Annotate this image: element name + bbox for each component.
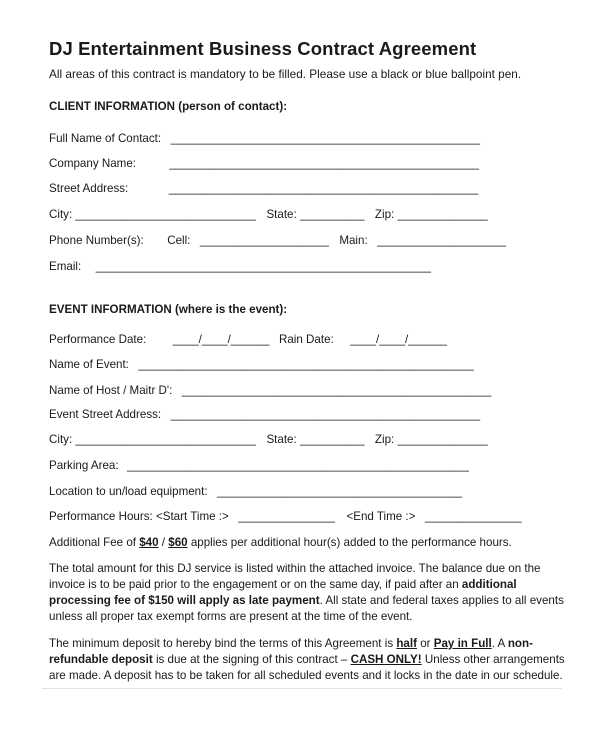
event-zip-field[interactable]: ______________ [397, 433, 488, 446]
event-city-label: City: [49, 433, 73, 446]
start-time-field[interactable]: _______________ [238, 510, 335, 523]
full-name-field[interactable]: ________________________________________________ [170, 132, 481, 145]
performance-hours-row [49, 510, 522, 523]
full-name-row [49, 132, 480, 145]
parking-label: Parking Area: [49, 459, 119, 472]
zip-label: Zip: [374, 208, 395, 221]
additional-bold: additional [461, 578, 517, 591]
event-name-label: Name of Event: [49, 358, 129, 371]
event-section-heading: EVENT INFORMATION (where is the event): [49, 303, 288, 316]
late-fee-bold: processing fee of $150 will apply as late payment [49, 594, 320, 607]
event-name-field[interactable]: ____________________________________________________ [138, 358, 474, 371]
company-field[interactable]: ________________________________________________ [169, 157, 479, 170]
zip-field[interactable]: ______________ [397, 208, 488, 221]
state-field[interactable]: __________ [299, 208, 365, 221]
email-label: Email: [49, 260, 82, 273]
end-time-field[interactable]: _______________ [424, 510, 522, 523]
main-field[interactable]: ____________________ [377, 234, 507, 247]
event-street-label: Event Street Address: [49, 408, 162, 421]
total-line-4: unless all proper tax exempt forms are present at the time of the event. [49, 610, 413, 623]
client-section-heading: CLIENT INFORMATION (person of contact): [49, 100, 288, 113]
host-label: Name of Host / Maitr D': [49, 384, 173, 397]
deposit-line-2-suffix: Unless other arrangements [421, 653, 565, 666]
full-name-label: Full Name of Contact: [49, 132, 162, 145]
event-state-field[interactable]: __________ [299, 433, 365, 446]
deposit-line-2 [49, 652, 569, 668]
rain-date-field[interactable]: ____/____/______ [350, 333, 447, 346]
event-street-row [49, 408, 480, 421]
client-city-row [49, 208, 488, 221]
cash-only: CASH ONLY! [350, 653, 422, 666]
document-title: DJ Entertainment Business Contract Agreement [49, 38, 477, 59]
location-equipment-field[interactable]: ______________________________________ [217, 485, 463, 498]
deposit-line-1-text: The minimum deposit to hereby bind the terms of this Agreement is [49, 637, 397, 650]
street-field[interactable]: ________________________________________________ [168, 182, 479, 195]
location-equipment-label: Location to un/load equipment: [49, 485, 208, 498]
state-label: State: [266, 208, 297, 221]
performance-date-label: Performance Date: [49, 333, 147, 346]
performance-date-field[interactable]: ____/____/______ [172, 333, 270, 346]
intro-text: All areas of this contract is mandatory to be filled. Please use a black or blue ballpoint pen. [49, 67, 522, 81]
deposit-line-1 [49, 636, 569, 652]
end-time-label: <End Time :> [346, 510, 416, 523]
performance-hours-label: Performance Hours: <Start Time :> [49, 510, 229, 523]
phone-label: Phone Number(s): [49, 234, 144, 247]
parking-row [49, 459, 469, 472]
refundable-deposit-bold: refundable deposit [49, 653, 153, 666]
cell-label: Cell: [167, 234, 191, 247]
fee-separator: / [158, 536, 169, 549]
pay-in-full-option: Pay in Full [433, 637, 492, 650]
total-line-3-text: . All state and federal taxes applies to all events [319, 594, 564, 607]
cell-field[interactable]: ____________________ [199, 234, 329, 247]
company-label: Company Name: [49, 157, 136, 170]
total-line-2-text: invoice is to be paid prior to the engagement or on the same day, if paid after an [49, 578, 462, 591]
deposit-paragraph [49, 636, 569, 684]
fee-40: $40 [139, 536, 159, 549]
total-amount-paragraph [49, 561, 569, 625]
host-row [49, 384, 491, 397]
event-city-row [49, 433, 488, 446]
footer-divider [42, 688, 562, 689]
company-row [49, 157, 479, 170]
total-line-2 [49, 577, 569, 593]
additional-fee-suffix: applies per additional hour(s) added to the performance hours. [187, 536, 512, 549]
parking-field[interactable]: _____________________________________________________ [127, 459, 469, 472]
email-row [49, 260, 431, 273]
rain-date-label: Rain Date: [278, 333, 334, 346]
phone-row [49, 234, 506, 247]
non-bold: non- [507, 637, 533, 650]
performance-date-row [49, 333, 447, 346]
street-label: Street Address: [49, 182, 129, 195]
deposit-line-3: are made. A deposit has to be taken for all scheduled events and it locks in the date in our schedule. [49, 669, 563, 682]
email-field[interactable]: ____________________________________________________ [95, 260, 431, 273]
street-row [49, 182, 478, 195]
additional-fee-line [49, 536, 512, 549]
or-text: or [416, 637, 434, 650]
city-field[interactable]: ____________________________ [75, 208, 256, 221]
event-name-row [49, 358, 474, 371]
deposit-line-1-mid: . A [491, 637, 508, 650]
total-line-1: The total amount for this DJ service is listed within the attached invoice. The balance due on the [49, 562, 541, 575]
host-field[interactable]: ________________________________________________ [181, 384, 492, 397]
deposit-line-2-mid: is due at the signing of this contract – [152, 653, 351, 666]
half-option: half [396, 637, 417, 650]
fee-60: $60 [168, 536, 188, 549]
main-label: Main: [339, 234, 368, 247]
location-equipment-row [49, 485, 462, 498]
event-state-label: State: [266, 433, 297, 446]
event-city-field[interactable]: ____________________________ [75, 433, 256, 446]
total-line-3 [49, 593, 569, 609]
city-label: City: [49, 208, 73, 221]
event-street-field[interactable]: ________________________________________________ [170, 408, 481, 421]
additional-fee-prefix: Additional Fee of [49, 536, 140, 549]
event-zip-label: Zip: [374, 433, 395, 446]
